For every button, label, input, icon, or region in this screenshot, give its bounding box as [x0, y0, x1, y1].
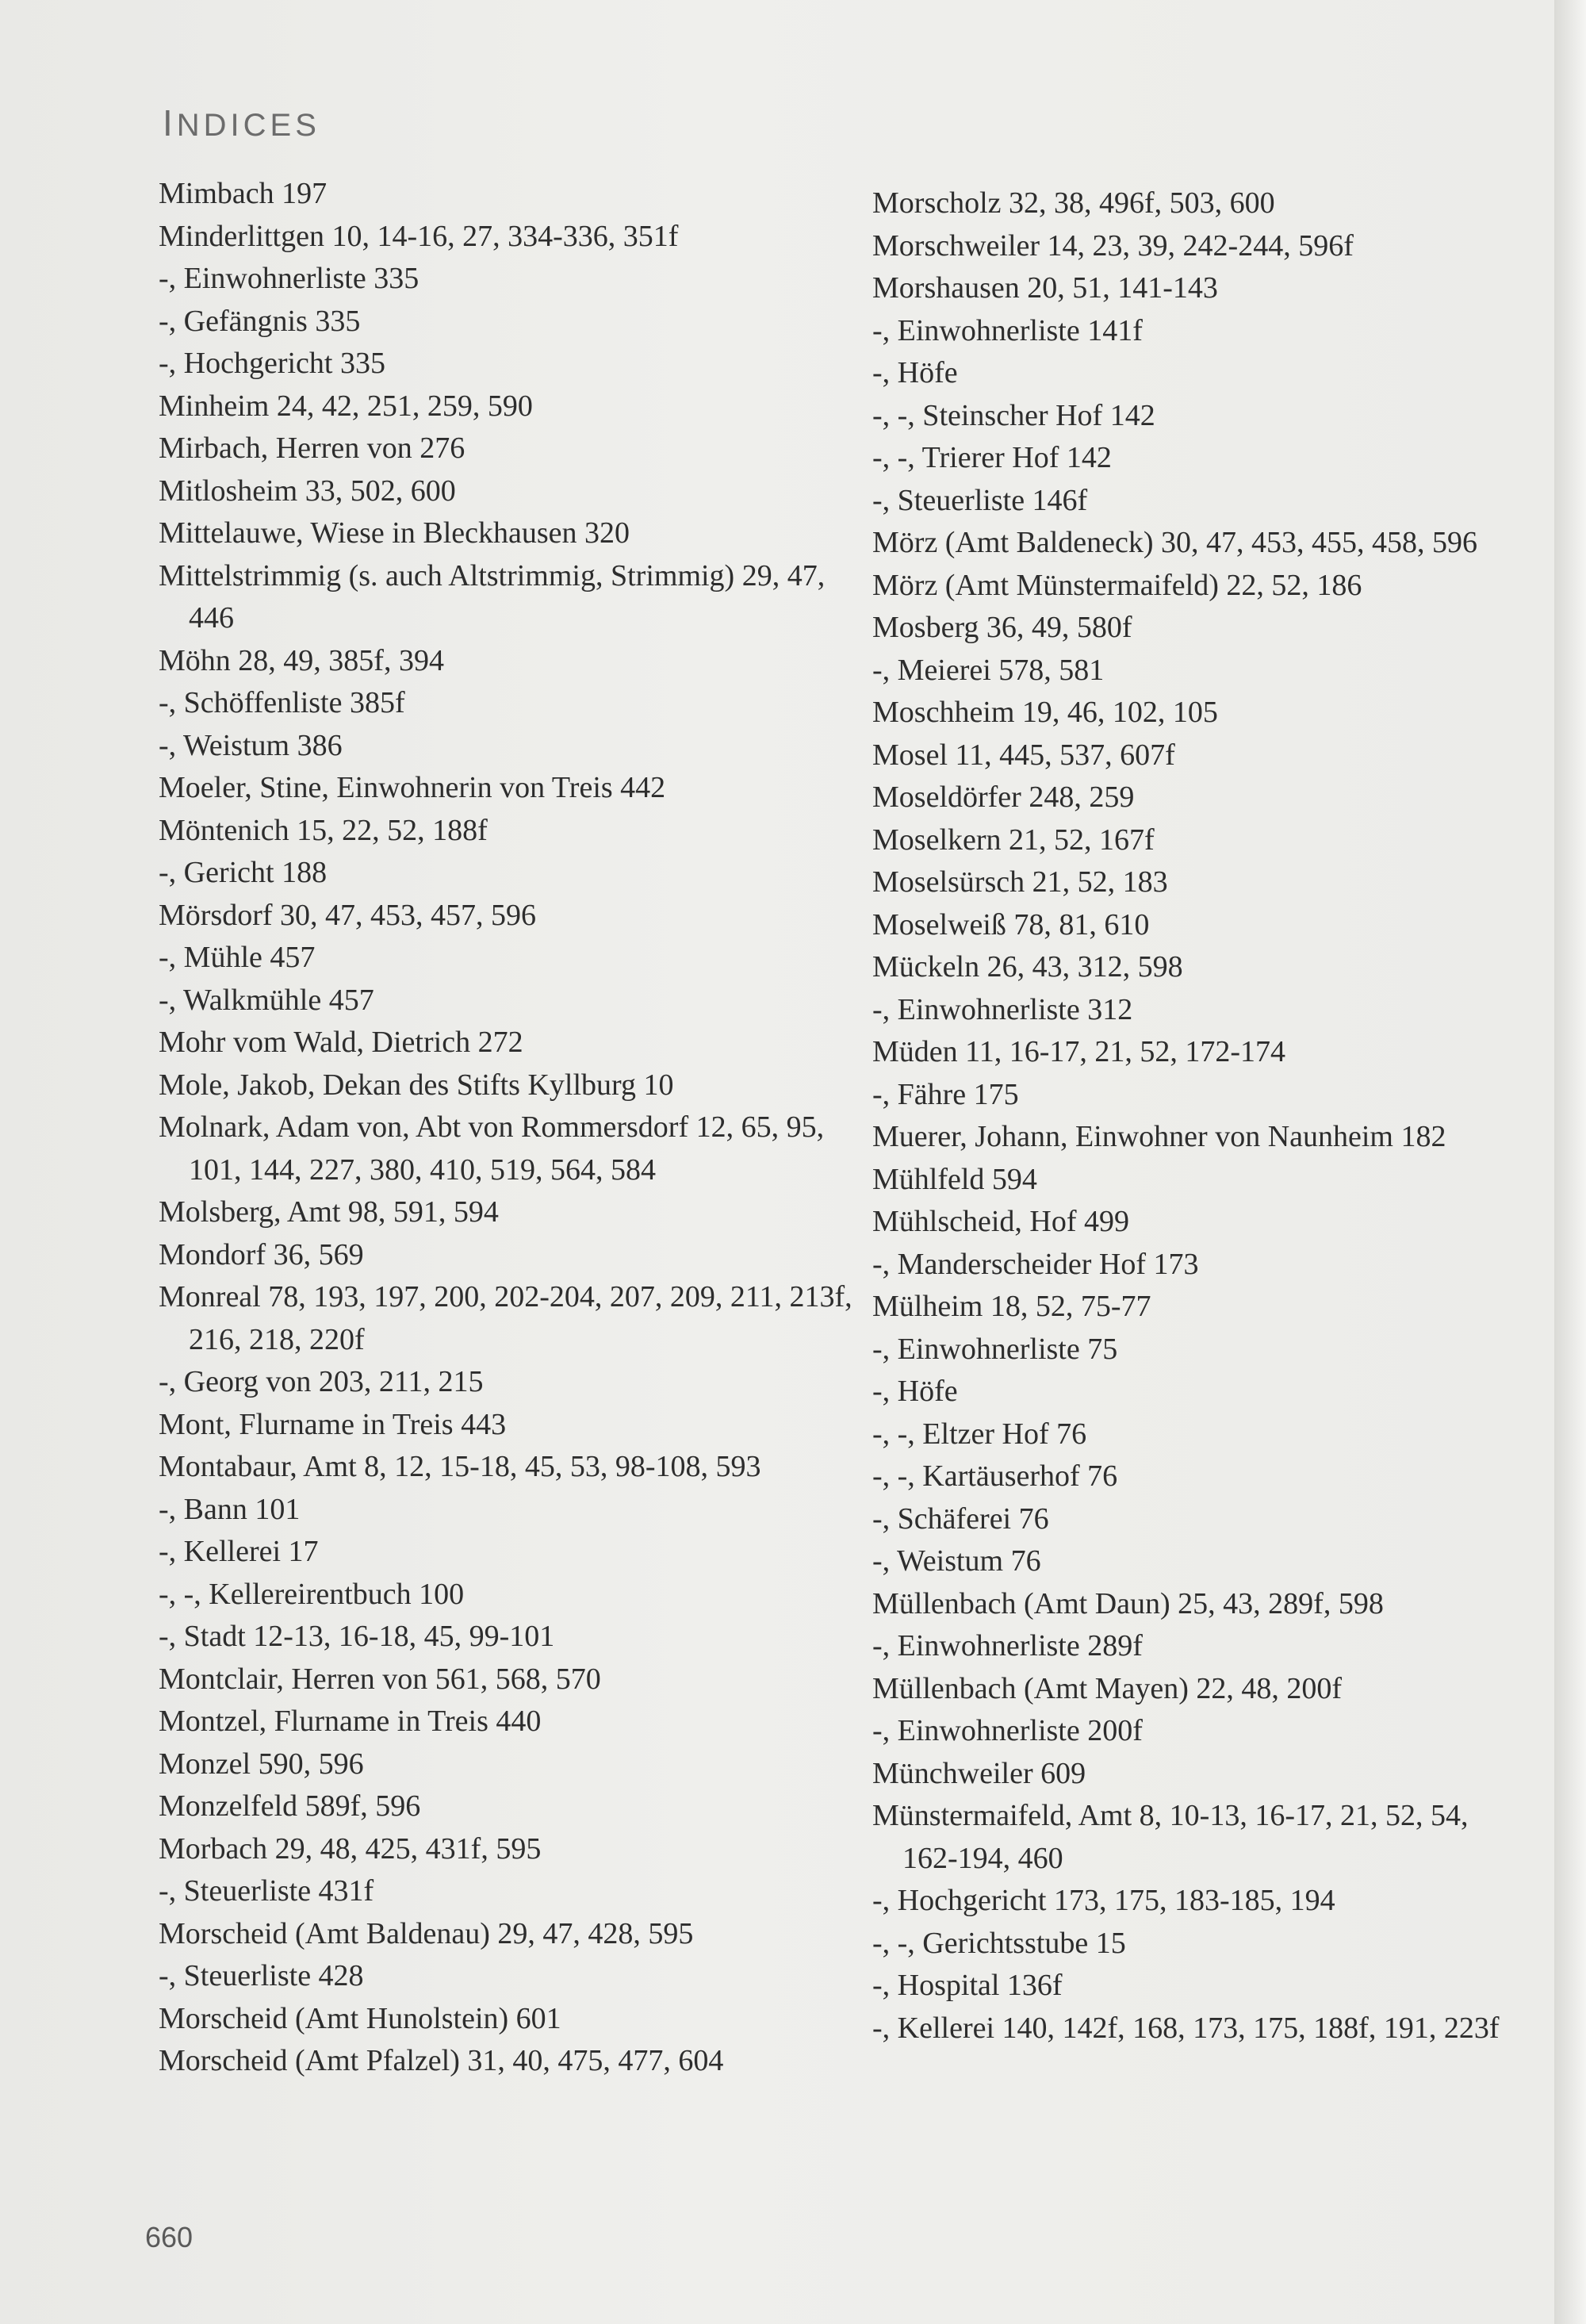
index-entry: Möhn 28, 49, 385f, 394: [159, 643, 444, 677]
index-entry: Montzel, Flurname in Treis 440: [159, 1705, 542, 1738]
index-entry: -, Höfe: [872, 1375, 958, 1408]
index-entry: Morscholz 32, 38, 496f, 503, 600: [872, 186, 1275, 220]
index-entry: -, Bann 101: [159, 1492, 301, 1526]
index-entry: -, Kellerei 140, 142f, 168, 173, 175, 188f, 191, 223f: [872, 2011, 1500, 2045]
index-entry: -, Hochgericht 335: [159, 347, 385, 380]
index-entry: Morscheid (Amt Pfalzel) 31, 40, 475, 477, 604: [159, 2044, 724, 2077]
index-entry: Müden 11, 16-17, 21, 52, 172-174: [872, 1035, 1286, 1068]
index-entry: Mittelauwe, Wiese in Bleckhausen 320: [159, 516, 630, 550]
index-entry: Minheim 24, 42, 251, 259, 590: [159, 389, 533, 423]
index-entry: -, Gericht 188: [159, 856, 328, 889]
index-entry: Müllenbach (Amt Mayen) 22, 48, 200f: [872, 1671, 1343, 1705]
index-entry: Monreal 78, 193, 197, 200, 202-204, 207, 209, 211, 213f, 216, 218, 220f: [159, 1280, 852, 1356]
index-column-left: [159, 173, 872, 2083]
index-entry: -, -, Trierer Hof 142: [872, 441, 1112, 474]
index-entry: Minderlittgen 10, 14-16, 27, 334-336, 351f: [159, 219, 679, 253]
index-entry: Morscheid (Amt Hunolstein) 601: [159, 2001, 561, 2035]
index-entry: Mondorf 36, 569: [159, 1237, 364, 1271]
index-entry: Monzel 590, 596: [159, 1747, 364, 1781]
index-entry: Müllenbach (Amt Daun) 25, 43, 289f, 598: [872, 1586, 1384, 1620]
index-entry: Morscheid (Amt Baldenau) 29, 47, 428, 595: [159, 1916, 694, 1950]
index-entry: Morschweiler 14, 23, 39, 242-244, 596f: [872, 228, 1354, 263]
index-entry: -, Georg von 203, 211, 215: [159, 1365, 484, 1398]
index-entry: -, Weistum 386: [159, 728, 343, 762]
index-entry: -, Höfe: [872, 356, 958, 389]
index-entry: -, Weistum 76: [872, 1544, 1041, 1578]
index-entry: Molsberg, Amt 98, 591, 594: [159, 1195, 499, 1229]
index-entry: Mülheim 18, 52, 75-77: [872, 1290, 1151, 1323]
index-entry: Mont, Flurname in Treis 443: [159, 1407, 507, 1441]
index-entry: Monzelfeld 589f, 596: [159, 1789, 421, 1823]
index-entry: -, Fähre 175: [872, 1077, 1019, 1111]
running-header: [163, 102, 320, 144]
index-entry: Mimbach 197: [159, 177, 328, 210]
index-entry: Montabaur, Amt 8, 12, 15-18, 45, 53, 98-108, 593: [159, 1450, 761, 1483]
index-entry: Molnark, Adam von, Abt von Rommersdorf 12, 65, 95, 101, 144, 227, 380, 410, 519, 564, 584: [159, 1110, 825, 1187]
index-entry: -, Gefängnis 335: [159, 304, 361, 338]
index-entry: -, -, Gerichtsstube 15: [872, 1926, 1126, 1960]
index-entry: Mörz (Amt Münstermaifeld) 22, 52, 186: [872, 568, 1362, 602]
index-entry: Mörsdorf 30, 47, 453, 457, 596: [159, 898, 537, 932]
index-entry: -, Einwohnerliste 289f: [872, 1629, 1143, 1662]
page-number: 660: [145, 2221, 193, 2253]
index-entry: Mittelstrimmig (s. auch Altstrimmig, Strimmig) 29, 47, 446: [159, 558, 826, 635]
index-entry: Morbach 29, 48, 425, 431f, 595: [159, 1831, 542, 1866]
index-entry: Münstermaifeld, Amt 8, 10-13, 16-17, 21, 52, 54, 162-194, 460: [872, 1799, 1469, 1875]
index-column-right: [872, 182, 1523, 2050]
header-rest: NDICES: [176, 108, 320, 143]
index-entry: -, Einwohnerliste 141f: [872, 313, 1143, 347]
index-entry: -, Walkmühle 457: [159, 983, 374, 1017]
index-entry: Mühlscheid, Hof 499: [872, 1205, 1130, 1238]
index-entry: Moselsürsch 21, 52, 183: [872, 865, 1168, 899]
index-entry: Münchweiler 609: [872, 1756, 1086, 1790]
index-entry: Mitlosheim 33, 502, 600: [159, 474, 456, 508]
index-entry: Mörz (Amt Baldeneck) 30, 47, 453, 455, 458, 596: [872, 526, 1478, 559]
index-entry: Montclair, Herren von 561, 568, 570: [159, 1662, 601, 1696]
index-entry: Mohr vom Wald, Dietrich 272: [159, 1026, 523, 1059]
index-entry: -, -, Kellereirentbuch 100: [159, 1577, 465, 1611]
index-entry: -, Einwohnerliste 75: [872, 1332, 1118, 1366]
header-initial: I: [163, 102, 177, 144]
index-entry: Mückeln 26, 43, 312, 598: [872, 950, 1183, 984]
index-entry: Moselkern 21, 52, 167f: [872, 823, 1155, 857]
index-entry: -, Steuerliste 428: [159, 1959, 364, 1992]
index-entry: Moschheim 19, 46, 102, 105: [872, 696, 1218, 729]
index-entry: Mirbach, Herren von 276: [159, 431, 465, 465]
index-entry: -, Schäferei 76: [872, 1501, 1049, 1536]
index-entry: Moeler, Stine, Einwohnerin von Treis 442: [159, 771, 666, 804]
index-entry: -, Stadt 12-13, 16-18, 45, 99-101: [159, 1620, 555, 1653]
index-entry: -, Einwohnerliste 312: [872, 992, 1133, 1026]
index-entry: -, Kellerei 17: [159, 1535, 319, 1568]
index-entry: Moseldörfer 248, 259: [872, 780, 1135, 814]
index-entry: Mühlfeld 594: [872, 1162, 1037, 1196]
index-entry: -, -, Steinscher Hof 142: [872, 398, 1155, 432]
index-entry: -, -, Eltzer Hof 76: [872, 1417, 1087, 1451]
index-entry: Mole, Jakob, Dekan des Stifts Kyllburg 10: [159, 1068, 674, 1102]
index-entry: Möntenich 15, 22, 52, 188f: [159, 813, 488, 847]
index-entry: Mosel 11, 445, 537, 607f: [872, 738, 1175, 772]
index-entry: Mosberg 36, 49, 580f: [872, 611, 1132, 644]
book-gutter: [1554, 0, 1586, 2324]
index-entry: -, Steuerliste 431f: [159, 1874, 374, 1908]
index-entry: Muerer, Johann, Einwohner von Naunheim 182: [872, 1120, 1446, 1153]
index-entry: Morshausen 20, 51, 141-143: [872, 271, 1218, 305]
index-entry: -, Steuerliste 146f: [872, 483, 1088, 517]
index-entry: Moselweiß 78, 81, 610: [872, 907, 1150, 941]
index-entry: -, Hospital 136f: [872, 1969, 1063, 2002]
index-entry: -, Einwohnerliste 200f: [872, 1714, 1143, 1747]
index-entry: -, Schöffenliste 385f: [159, 686, 405, 719]
index-entry: -, Mühle 457: [159, 941, 316, 974]
index-entry: -, Hochgericht 173, 175, 183-185, 194: [872, 1884, 1335, 1917]
index-entry: -, -, Kartäuserhof 76: [872, 1459, 1118, 1493]
index-entry: -, Meierei 578, 581: [872, 653, 1105, 687]
index-entry: -, Einwohnerliste 335: [159, 262, 419, 295]
index-entry: -, Manderscheider Hof 173: [872, 1247, 1199, 1281]
